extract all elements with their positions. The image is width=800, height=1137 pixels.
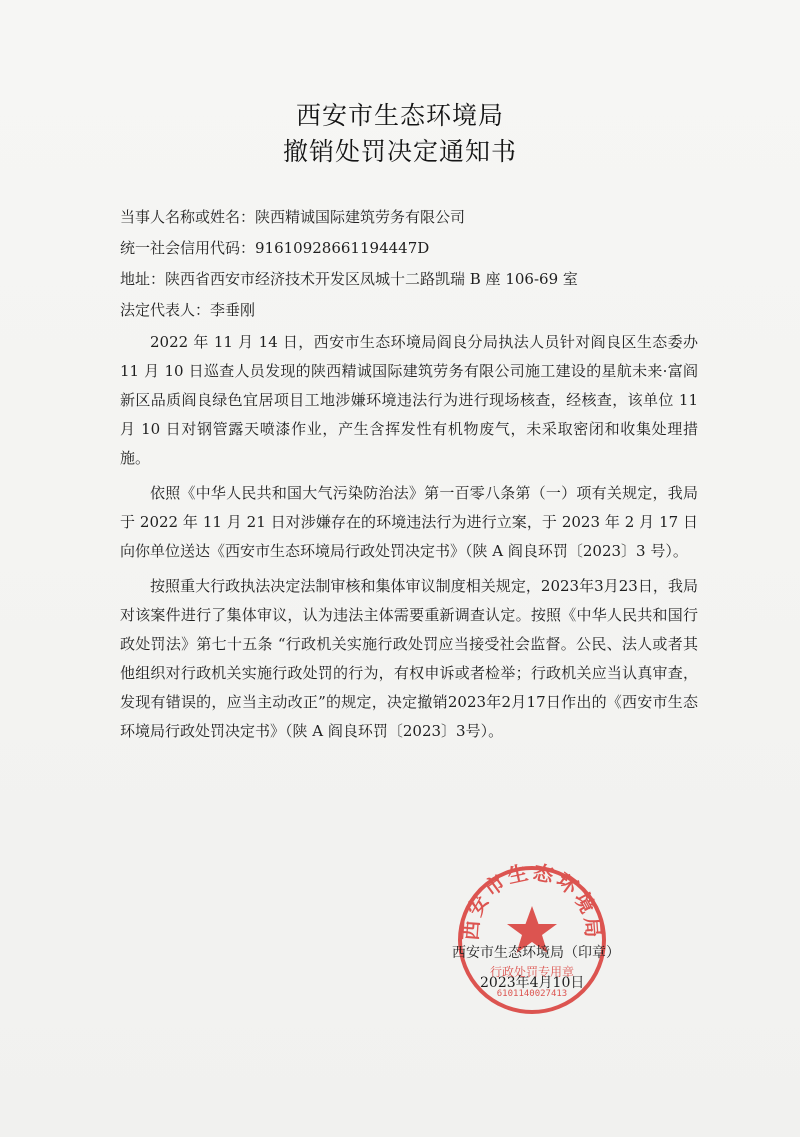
- credit-code: 统一社会信用代码：91610928661194447D: [120, 239, 430, 257]
- party-info: [120, 202, 700, 326]
- issuer-title: 西安市生态环境局: [295, 101, 504, 130]
- address: 地址：陕西省西安市经济技术开发区凤城十二路凯瑞 B 座 106-69 室: [120, 270, 578, 288]
- issue-date: 2023年4月10日: [480, 975, 585, 991]
- paragraph-facts: 2022 年 11 月 14 日，西安市生态环境局阎良分局执法人员针对阎良区生态委办 11 月 10 日巡查人员发现的陕西精诚国际建筑劳务有限公司施工建设的星航未来·富阎新区品质阎良绿色宜居项目工地涉嫌环境违法行为进行现场核查，经核查，该单位 11 月 10 日对钢管露天喷漆作业，产生含挥发性有机物废气，未采取密闭和收集处理措施。: [120, 333, 698, 467]
- paragraph-case-filing: 依照《中华人民共和国大气污染防治法》第一百零八条第（一）项有关规定，我局于 2022 年 11 月 21 日对涉嫌存在的环境违法行为进行立案，于 2023 年 2 月 17 日向你单位送达《西安市生态环境局行政处罚决定书》（陕 A 阎良环罚〔2023〕3 号）。: [120, 484, 698, 560]
- legal-representative: 法定代表人：李垂刚: [120, 301, 256, 319]
- issuing-organization: 西安市生态环境局（印章）: [452, 945, 620, 961]
- document-title: 撤销处罚决定通知书: [282, 137, 517, 166]
- seal-number: 6101140027413: [496, 989, 568, 999]
- party-name: 当事人名称或姓名：陕西精诚国际建筑劳务有限公司: [120, 208, 466, 226]
- paragraph-revocation: 按照重大行政执法决定法制审核和集体审议制度相关规定，2023年3月23日，我局对该案件进行了集体审议，认为违法主体需要重新调查认定。按照《中华人民共和国行政处罚法》第七十五条 “行政机关实施行政处罚应当接受社会监督。公民、法人或者其他组织对行政机关实施行政处罚的行为，有权申诉或者检举；行政机关应当认真审查，发现有错误的，应当主动改正”的规定，决定撤销2023年2月17日作出的《西安市生态环境局行政处罚决定书》（陕 A 阎良环罚〔2023〕3号）。: [120, 577, 698, 740]
- signature-block: [452, 938, 712, 998]
- seal-bottom-text: 行政处罚专用章: [489, 965, 575, 979]
- header: [0, 100, 800, 168]
- seal-top-text: 西安市生态环境局: [458, 860, 606, 942]
- document-body: [120, 328, 698, 752]
